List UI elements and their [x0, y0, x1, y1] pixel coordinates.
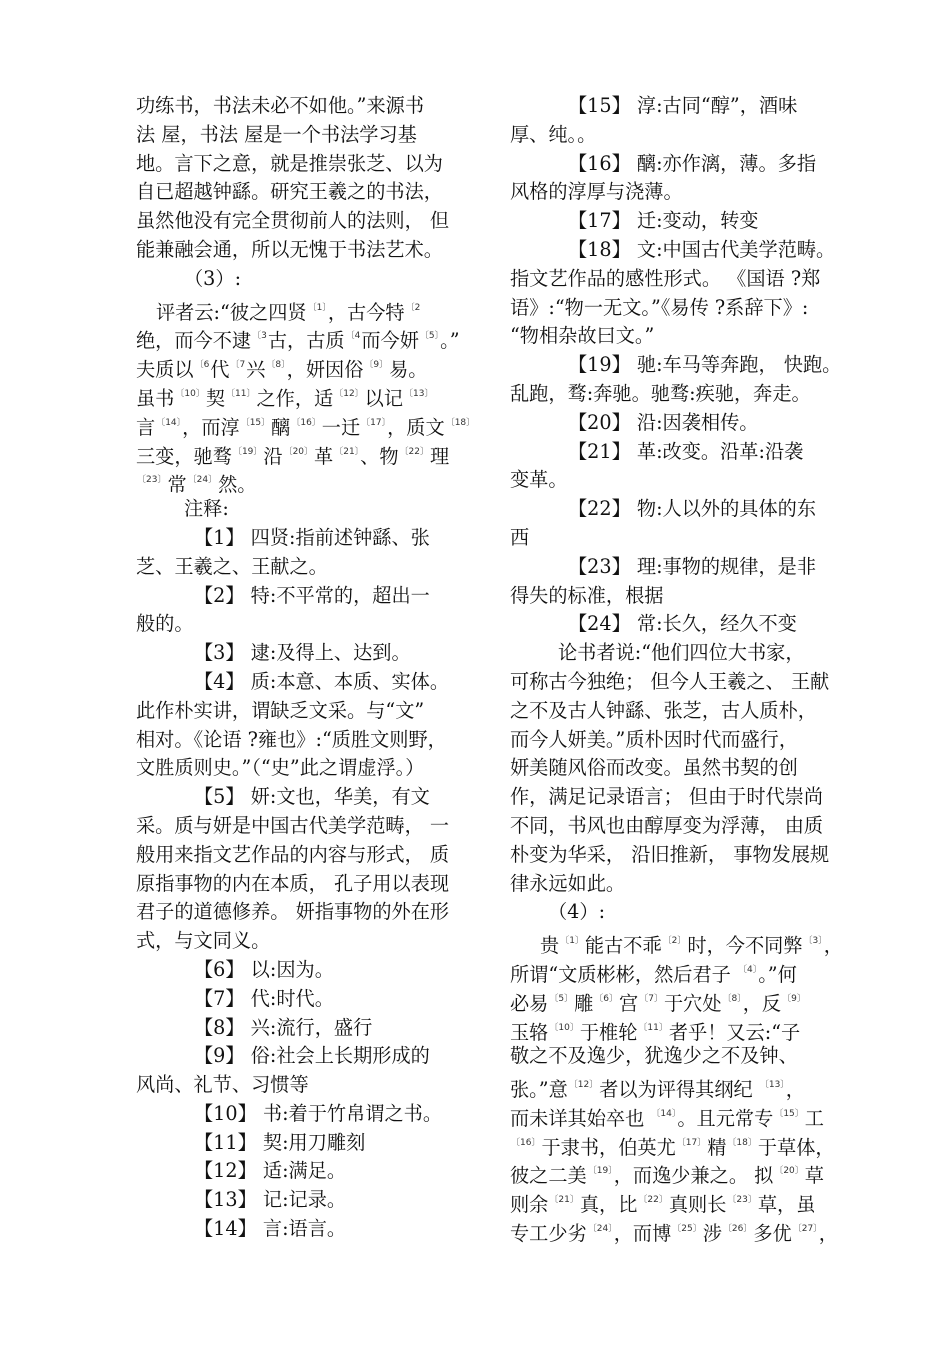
text-line: [136, 178, 492, 207]
text-run: 相对。《论语 ?雍也》:“质胜文则野，: [136, 727, 447, 751]
text-line: [136, 409, 492, 438]
text-line: [136, 380, 492, 409]
text-line: [510, 466, 860, 495]
text-line: [136, 639, 492, 668]
text-line: [510, 1215, 860, 1244]
text-run: 指文艺作品的感性形式。 《国语 ?郑: [510, 266, 821, 290]
text-line: [510, 438, 860, 467]
footnote-marker: 〔15〕: [240, 417, 271, 428]
text-run: 【16】 醨:亦作漓，薄。多指: [568, 151, 817, 175]
text-line: [136, 582, 492, 611]
footnote-marker: 〔22〕: [399, 446, 429, 457]
text-line: [136, 1157, 492, 1186]
text-line: [136, 1100, 492, 1129]
text-run: 于草体，: [757, 1135, 835, 1159]
footnote-marker: 〔18〕: [727, 1137, 757, 1148]
text-run: （3）:: [184, 266, 242, 290]
text-line: [136, 1186, 492, 1215]
text-run: 之作，适: [256, 386, 334, 410]
text-run: 于隶书，伯英尤: [541, 1135, 676, 1159]
footnote-marker: 〔13〕: [759, 1080, 785, 1091]
text-run: 【3】 逮:及得上、达到。: [194, 641, 411, 665]
text-line: [136, 466, 492, 495]
text-run: 朴变为华采， 沿旧推新， 事物发展规: [510, 842, 830, 866]
text-line: [510, 726, 860, 755]
text-line: [136, 726, 492, 755]
text-run: 律永远如此。: [510, 871, 626, 895]
text-run: 虽然他没有完全贯彻前人的法则， 但: [136, 209, 450, 233]
footnote-marker: 〔21〕: [549, 1195, 579, 1206]
text-line: [510, 121, 860, 150]
text-line: [510, 1100, 860, 1129]
text-run: 三变，驰骛: [136, 444, 232, 468]
footnote-marker: 〔8〕: [722, 993, 742, 1004]
text-line: [136, 1014, 492, 1043]
text-run: 革: [314, 444, 334, 468]
text-line: [510, 351, 860, 380]
text-run: 真，比: [579, 1193, 638, 1217]
text-line: [510, 898, 860, 927]
text-run: 西: [510, 525, 530, 549]
text-line: [136, 207, 492, 236]
text-run: 必易: [510, 991, 549, 1015]
footnote-marker: 〔2: [405, 302, 421, 313]
footnote-marker: 〔10〕: [175, 388, 205, 399]
text-line: [136, 351, 492, 380]
text-run: （4）:: [548, 900, 606, 924]
text-run: 论书者说:“他们四位大书家，: [558, 641, 805, 665]
text-run: 玉辂: [510, 1020, 549, 1044]
text-run: ，而淳: [182, 415, 240, 439]
text-run: 于穴处: [663, 991, 722, 1015]
footnote-marker: 〔16〕: [291, 417, 321, 428]
text-run: 功练书，书法未必不如他。”来源书: [136, 94, 425, 117]
text-run: 言: [136, 415, 156, 439]
text-line: [510, 178, 860, 207]
text-run: 草: [804, 1164, 824, 1188]
text-line: [136, 754, 492, 783]
footnote-marker: 〔5〕: [419, 331, 440, 342]
text-run: 【14】 言:语言。: [194, 1217, 347, 1241]
text-line: [510, 927, 860, 956]
text-run: ，古今特: [327, 300, 405, 324]
text-line: [510, 956, 860, 985]
text-run: 而今妍: [361, 329, 419, 353]
text-line: [510, 322, 860, 351]
footnote-marker: 〔2〕: [662, 936, 687, 947]
footnote-marker: 〔7: [230, 360, 246, 371]
text-run: 君子的道德修养。 妍指事物的外在形: [136, 900, 450, 924]
footnote-marker: 〔15〕: [774, 1108, 804, 1119]
text-line: [136, 927, 492, 956]
text-run: 【18】 文:中国古代美学范畴。: [568, 237, 836, 261]
text-run: 精: [707, 1135, 727, 1159]
text-run: 者以为评得其纲纪: [599, 1078, 759, 1102]
text-run: 【22】 物:人以外的具体的东: [568, 497, 817, 521]
text-run: 则余: [510, 1193, 549, 1217]
text-run: 理: [430, 444, 450, 468]
text-run: 古，古质: [267, 329, 345, 353]
text-line: [510, 1129, 860, 1158]
text-run: 兴: [246, 358, 266, 382]
text-run: 张。”意: [510, 1078, 568, 1102]
text-line: [136, 236, 492, 265]
text-line: [510, 553, 860, 582]
text-line: [136, 812, 492, 841]
footnote-marker: 〔6〕: [594, 993, 619, 1004]
text-line: [510, 668, 860, 697]
text-run: 彼之二美: [510, 1164, 587, 1188]
text-run: 妍美随风俗而改变。虽然书契的创: [510, 756, 798, 780]
text-line: [510, 639, 860, 668]
text-line: [510, 495, 860, 524]
text-line: [136, 294, 492, 323]
footnote-marker: 〔17〕: [676, 1137, 707, 1148]
text-run: 文胜质则史。”（“史”此之谓虚浮。）: [136, 756, 425, 780]
text-run: 而今人妍美。”质朴因时代而盛行，: [510, 727, 799, 751]
text-run: 厚、纯。。: [510, 122, 597, 146]
footnote-marker: 〔4〕: [737, 964, 758, 975]
text-run: 式，与文同义。: [136, 929, 271, 953]
text-run: 评者云:“彼之四贤: [156, 300, 307, 324]
text-line: [510, 1014, 860, 1043]
text-run: 芝、王羲之、王献之。: [136, 554, 328, 578]
footnote-marker: 〔1〕: [560, 936, 584, 947]
text-run: 夫质以: [136, 358, 194, 382]
text-run: 不同，书风也由醇厚变为浮薄， 由质: [510, 813, 824, 837]
text-run: 【8】 兴:流行，盛行: [194, 1015, 373, 1039]
text-run: 【6】 以:因为。: [194, 957, 334, 981]
text-run: 得失的标准，根据: [510, 583, 664, 607]
text-run: 【2】 特:不平常的，超出一: [194, 583, 430, 607]
text-run: ，: [823, 934, 843, 958]
footnote-marker: 〔18〕: [445, 417, 476, 428]
text-run: ，反: [742, 991, 782, 1015]
text-run: 自已超越钟繇。研究王羲之的书法，: [136, 180, 443, 204]
text-line: [136, 92, 492, 121]
text-run: 般用来指文艺作品的内容与形式， 质: [136, 842, 450, 866]
text-line: [510, 294, 860, 323]
footnote-marker: 〔17〕: [361, 417, 387, 428]
footnote-marker: 〔9〕: [364, 360, 389, 371]
footnote-marker: 〔11〕: [638, 1022, 668, 1033]
text-run: ，而逸少兼之。 拟: [613, 1164, 774, 1188]
text-line: [136, 1215, 492, 1244]
footnote-marker: 〔10〕: [549, 1022, 579, 1033]
text-run: 所谓“文质彬彬，然后君子: [510, 962, 737, 986]
text-run: 工: [804, 1106, 824, 1130]
text-run: 以记: [364, 386, 404, 410]
text-run: 者乎！又云:“子: [668, 1020, 801, 1044]
text-line: [510, 1157, 860, 1186]
text-line: [510, 524, 860, 553]
text-run: 【24】 常:长久，经久不变: [568, 612, 797, 636]
text-run: 代: [210, 358, 230, 382]
footnote-marker: 〔25〕: [672, 1224, 702, 1235]
text-line: [510, 265, 860, 294]
text-run: 作，满足记录语言； 但由于时代崇尚: [510, 785, 824, 809]
text-run: 多优: [753, 1222, 792, 1246]
footnote-marker: 〔26〕: [722, 1224, 753, 1235]
footnote-marker: 〔14〕: [651, 1108, 677, 1119]
text-run: 【1】 四贤:指前述钟繇、张: [194, 525, 430, 549]
text-run: 风格的淳厚与浇薄。: [510, 180, 683, 204]
text-line: [510, 409, 860, 438]
text-run: 【20】 沿:因袭相传。: [568, 410, 759, 434]
text-line: [136, 985, 492, 1014]
footnote-marker: 〔6: [194, 360, 210, 371]
text-run: 【11】 契:用刀雕刻: [194, 1130, 366, 1154]
text-line: [510, 236, 860, 265]
text-line: [136, 121, 492, 150]
text-run: 常: [167, 473, 187, 497]
text-run: 于椎轮: [579, 1020, 638, 1044]
left-text-column: [136, 92, 492, 1244]
text-run: 专工少劣: [510, 1222, 587, 1246]
text-run: 【5】 妍:文也，华美，有文: [194, 785, 430, 809]
footnote-marker: 〔5〕: [549, 993, 574, 1004]
text-run: 法 屋，书法 屋是一个书法学习基: [136, 122, 417, 146]
text-line: [136, 898, 492, 927]
text-run: 涉: [702, 1222, 722, 1246]
footnote-marker: 〔4: [345, 331, 361, 342]
footnote-marker: 〔24〕: [187, 475, 218, 486]
footnote-marker: 〔12〕: [334, 388, 364, 399]
footnote-marker: 〔11〕: [226, 388, 256, 399]
text-line: [510, 697, 860, 726]
text-line: [136, 495, 492, 524]
text-run: 贵: [540, 934, 560, 958]
text-run: 采。质与妍是中国古代美学范畴， 一: [136, 813, 450, 837]
text-run: 可称古今独绝； 但今人王羲之、 王献: [510, 669, 830, 693]
text-line: [510, 1042, 860, 1071]
text-run: 醨: [271, 415, 291, 439]
text-line: [510, 754, 860, 783]
text-line: [136, 697, 492, 726]
text-line: [136, 322, 492, 351]
text-line: [136, 1042, 492, 1071]
text-run: 【7】 代:时代。: [194, 986, 334, 1010]
text-run: 风尚、礼节、习惯等: [136, 1073, 309, 1097]
text-run: 能兼融会通，所以无愧于书法艺术。: [136, 237, 443, 261]
footnote-marker: 〔20〕: [774, 1166, 804, 1177]
footnote-marker: 〔19〕: [232, 446, 263, 457]
text-run: 契: [205, 386, 226, 410]
text-run: 。且元常专: [677, 1106, 774, 1130]
footnote-marker: 〔3〕: [803, 936, 823, 947]
footnote-marker: 〔24〕: [587, 1224, 613, 1235]
text-run: 绝，而今不逮: [136, 329, 252, 353]
text-run: 【4】 质:本意、本质、实体。: [194, 669, 450, 693]
text-run: 【17】 迁:变动，转变: [568, 209, 759, 233]
footnote-marker: 〔7〕: [639, 993, 663, 1004]
text-line: [510, 1071, 860, 1100]
text-line: [136, 783, 492, 812]
text-line: [136, 438, 492, 467]
text-line: [136, 524, 492, 553]
text-run: ，妍因俗: [286, 358, 364, 382]
text-run: 此作朴实讲，谓缺乏文采。与“文”: [136, 698, 425, 722]
text-run: 易。: [389, 358, 428, 382]
text-run: 敬之不及逸少，犹逸少之不及钟、: [510, 1044, 798, 1068]
text-line: [136, 956, 492, 985]
footnote-marker: 〔22〕: [638, 1195, 668, 1206]
text-run: 草，虽: [757, 1193, 816, 1217]
text-line: [136, 841, 492, 870]
text-line: [136, 1129, 492, 1158]
text-line: [510, 150, 860, 179]
text-run: 【10】 书:着于竹帛谓之书。: [194, 1101, 443, 1125]
text-run: 、物: [360, 444, 399, 468]
text-run: 【21】 革:改变。沿革:沿袭: [568, 439, 804, 463]
text-line: [510, 783, 860, 812]
text-run: ，而博: [613, 1222, 672, 1246]
text-run: ，: [785, 1078, 805, 1102]
footnote-marker: 〔8〕: [266, 360, 286, 371]
text-line: [510, 92, 860, 121]
text-run: 【19】 驰:车马等奔跑， 快跑。: [568, 353, 842, 377]
text-run: 虽书: [136, 386, 175, 410]
text-line: [136, 610, 492, 639]
text-run: 然。: [218, 473, 257, 497]
footnote-marker: 〔3: [252, 331, 267, 342]
footnote-marker: 〔13〕: [404, 388, 434, 399]
text-line: [510, 1186, 860, 1215]
footnote-marker: 〔20〕: [283, 446, 314, 457]
text-run: 原指事物的内在本质， 孔子用以表现: [136, 871, 450, 895]
text-line: [510, 207, 860, 236]
text-run: 变革。: [510, 468, 568, 492]
footnote-marker: 〔23〕: [137, 475, 167, 486]
text-run: 宫: [619, 991, 639, 1015]
text-line: [510, 610, 860, 639]
text-run: 。”: [440, 329, 460, 353]
text-run: 般的。: [136, 612, 194, 636]
text-line: [510, 582, 860, 611]
text-run: 能古不乖: [584, 934, 662, 958]
text-run: 【12】 适:满足。: [194, 1159, 347, 1183]
text-run: 地。言下之意，就是推崇张芝、以为: [136, 151, 443, 175]
text-line: [136, 265, 492, 294]
text-run: 注释:: [184, 497, 229, 521]
footnote-marker: 〔19〕: [587, 1166, 613, 1177]
text-line: [510, 812, 860, 841]
text-line: [136, 668, 492, 697]
text-run: 雕: [574, 991, 594, 1015]
footnote-marker: 〔12〕: [568, 1080, 599, 1091]
footnote-marker: 〔23〕: [727, 1195, 757, 1206]
footnote-marker: 〔21〕: [334, 446, 360, 457]
text-run: 沿: [263, 444, 283, 468]
text-line: [136, 870, 492, 899]
text-line: [510, 870, 860, 899]
text-run: ，质文: [387, 415, 445, 439]
text-line: [510, 985, 860, 1014]
text-run: 【23】 理:事物的规律，是非: [568, 554, 817, 578]
text-run: 而未详其始卒也: [510, 1106, 651, 1130]
text-run: 。”何: [758, 962, 797, 986]
footnote-marker: 〔14〕: [156, 417, 182, 428]
text-line: [136, 1071, 492, 1100]
text-run: 真则长: [668, 1193, 727, 1217]
text-run: 【9】 俗:社会上长期形成的: [194, 1044, 430, 1068]
text-run: 【13】 记:记录。: [194, 1188, 347, 1212]
text-run: 一迁: [321, 415, 361, 439]
text-run: 之不及古人钟繇、张芝，古人质朴，: [510, 698, 817, 722]
text-line: [136, 553, 492, 582]
footnote-marker: 〔1〕: [307, 302, 327, 313]
footnote-marker: 〔16〕: [511, 1137, 541, 1148]
text-run: “物相杂故曰文。”: [510, 324, 655, 348]
text-line: [510, 841, 860, 870]
text-run: 【15】 淳:古同“醇”，酒味: [568, 94, 798, 117]
text-run: 时，今不同弊: [687, 934, 803, 958]
right-text-column: [510, 92, 860, 1244]
text-run: 语》:“物一无文。”《易传 ?系辞下》:: [510, 295, 809, 319]
text-run: 乱跑，骛:奔驰。驰骛:疾驰，奔走。: [510, 381, 811, 405]
footnote-marker: 〔9〕: [782, 993, 806, 1004]
text-line: [136, 150, 492, 179]
footnote-marker: 〔27〕: [792, 1224, 818, 1235]
text-line: [510, 380, 860, 409]
text-run: ，: [818, 1222, 838, 1246]
